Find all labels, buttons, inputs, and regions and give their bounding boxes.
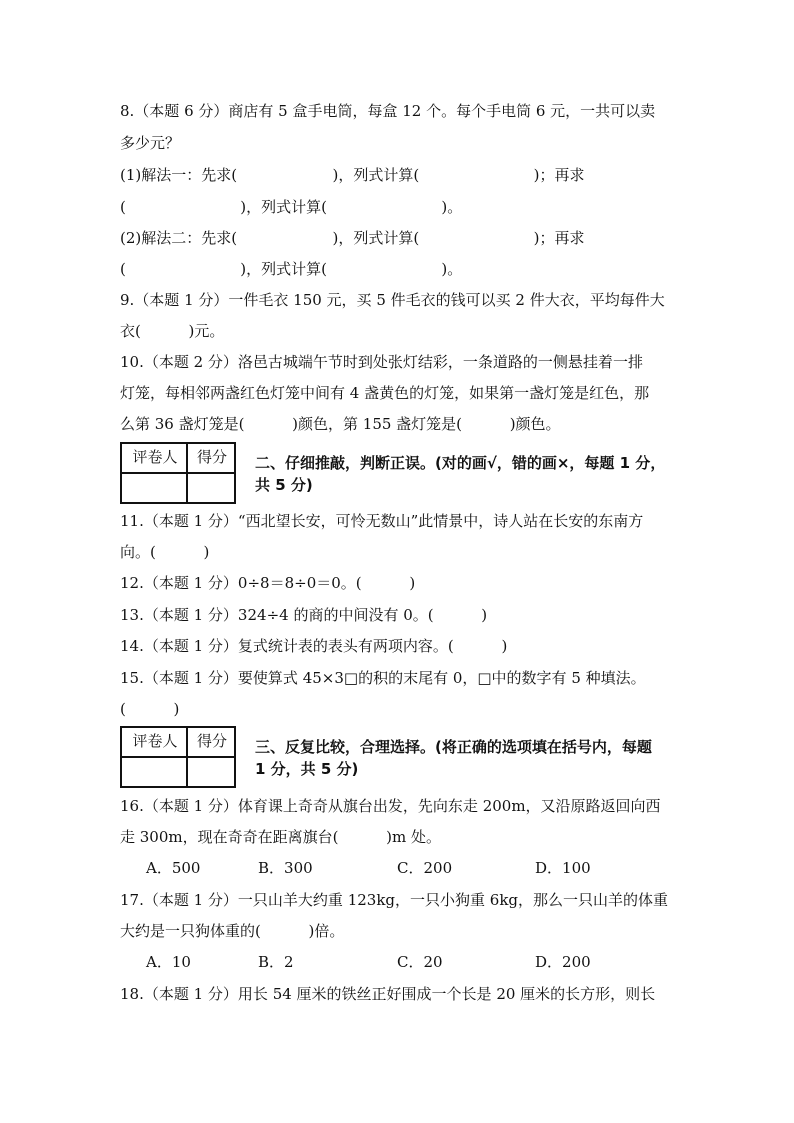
q16-option-c: C．200 [397, 859, 453, 877]
reviewer-label: 评卷人 [132, 448, 178, 466]
q8-line-2: 多少元？ [120, 134, 181, 152]
q9-line-1: 9.（本题 1 分）一件毛衣 150 元，买 5 件毛衣的钱可以买 2 件大衣，平均每件大 [120, 291, 665, 309]
q16-line-1: 16.（本题 1 分）体育课上奇奇从旗台出发，先向东走 200m，又沿原路返回向西 [120, 797, 661, 815]
q14-line: 14.（本题 1 分）复式统计表的表头有两项内容。( ) [120, 637, 508, 655]
q17-line-2: 大约是一只狗体重的( )倍。 [120, 922, 345, 940]
q17-option-a: A．10 [146, 953, 191, 971]
q17-option-b: B．2 [258, 953, 294, 971]
q16-line-2: 走 300m，现在奇奇在距离旗台( )m 处。 [120, 828, 441, 846]
q15-line-2: ( ) [120, 700, 180, 718]
q9-line-2: 衣( )元。 [120, 322, 225, 340]
q10-line-1: 10.（本题 2 分）洛邑古城端午节时到处张灯结彩，一条道路的一侧悬挂着一排 [120, 353, 643, 371]
q10-line-2: 灯笼，每相邻两盏红色灯笼中间有 4 盏黄色的灯笼，如果第一盏灯笼是红色，那 [120, 384, 650, 402]
score-box-section-2 [120, 442, 236, 504]
score-label: 得分 [196, 448, 227, 466]
q16-option-d: D．100 [535, 859, 591, 877]
q16-option-a: A．500 [146, 859, 201, 877]
score-box-divider [122, 756, 234, 758]
q8-line-1: 8.（本题 6 分）商店有 5 盒手电筒，每盒 12 个。每个手电筒 6 元，一共可以卖 [120, 102, 656, 120]
section-2-heading-line-1: 二、仔细推敲，判断正误。(对的画√，错的画×，每题 1 分， [255, 454, 666, 472]
q8-method2-line-1: (2)解法二：先求( )，列式计算( )；再求 [120, 229, 585, 247]
section-2-heading [255, 452, 675, 496]
q8-method1-line-1: (1)解法一：先求( )，列式计算( )；再求 [120, 166, 585, 184]
q12-line: 12.（本题 1 分）0÷8＝8÷0＝0。( ) [120, 574, 416, 592]
q11-line-1: 11.（本题 1 分）“西北望长安，可怜无数山”此情景中，诗人站在长安的东南方 [120, 512, 644, 530]
q10-line-3: 么第 36 盏灯笼是( )颜色，第 155 盏灯笼是( )颜色。 [120, 415, 561, 433]
q16-option-b: B．300 [258, 859, 313, 877]
q18-line-1: 18.（本题 1 分）用长 54 厘米的铁丝正好围成一个长是 20 厘米的长方形，则长 [120, 985, 656, 1003]
q13-line: 13.（本题 1 分）324÷4 的商的中间没有 0。( ) [120, 606, 488, 624]
score-box-divider [122, 472, 234, 474]
q17-line-1: 17.（本题 1 分）一只山羊大约重 123kg，一只小狗重 6kg，那么一只山羊的体重 [120, 891, 669, 909]
q17-option-c: C．20 [397, 953, 443, 971]
section-2-heading-line-2: 共 5 分) [255, 476, 313, 494]
q17-option-d: D．200 [535, 953, 591, 971]
q11-line-2: 向。( ) [120, 543, 210, 561]
score-box-section-3 [120, 726, 236, 788]
q15-line-1: 15.（本题 1 分）要使算式 45×3□的积的末尾有 0，□中的数字有 5 种填法。 [120, 669, 646, 687]
q8-method2-line-2: ( )，列式计算( )。 [120, 260, 463, 278]
section-3-heading [255, 736, 675, 780]
q8-method1-line-2: ( )，列式计算( )。 [120, 198, 463, 216]
reviewer-label: 评卷人 [132, 732, 178, 750]
section-3-heading-line-2: 1 分，共 5 分) [255, 760, 359, 778]
section-3-heading-line-1: 三、反复比较，合理选择。(将正确的选项填在括号内，每题 [255, 738, 652, 756]
score-label: 得分 [196, 732, 227, 750]
